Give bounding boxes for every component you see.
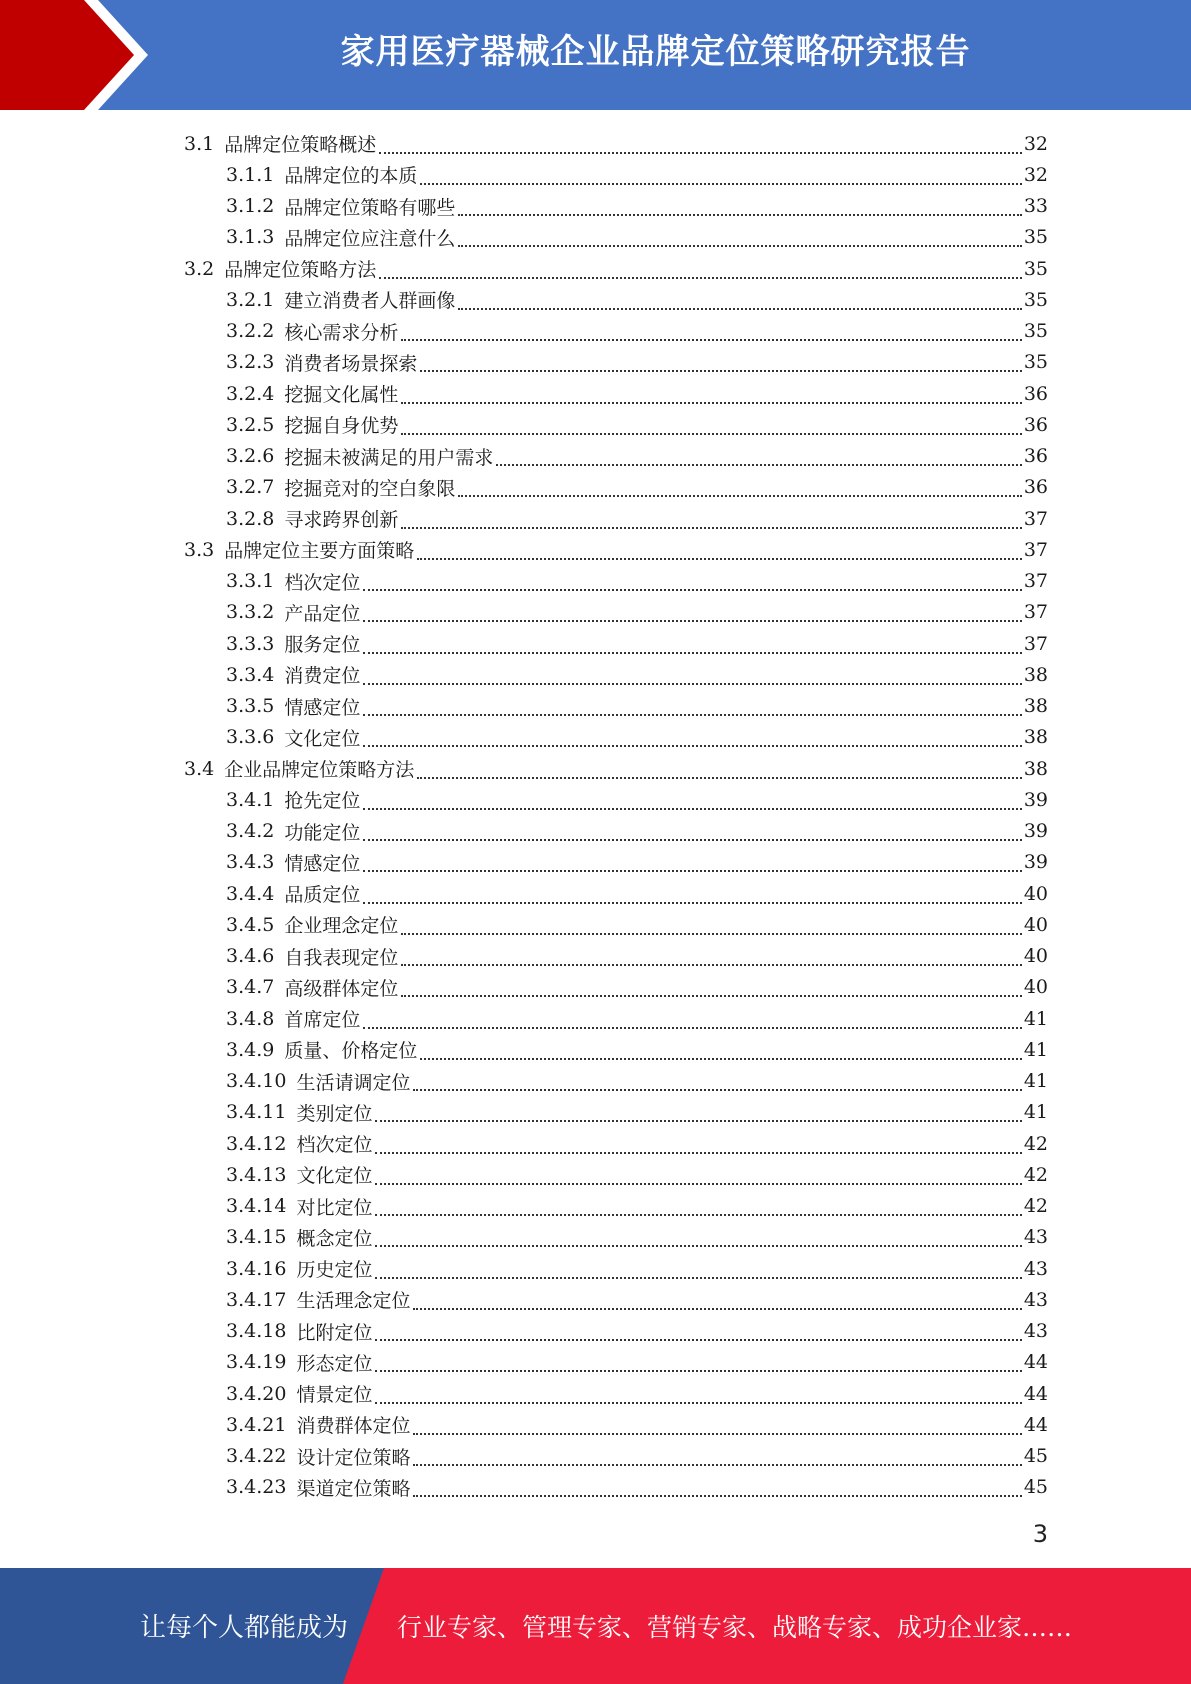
toc-dot-leader	[401, 325, 1021, 341]
toc-entry-page: 42	[1023, 1163, 1048, 1186]
toc-entry-title: 高级群体定位	[284, 977, 399, 1000]
toc-subsection-entry[interactable]	[0, 816, 1191, 847]
toc-entry-number: 3.4.1	[226, 788, 275, 811]
footer-slogan-left: 让每个人都能成为	[140, 1613, 349, 1643]
toc-dot-leader	[420, 1044, 1021, 1060]
toc-entry-page: 38	[1023, 726, 1048, 749]
toc-dot-leader	[375, 1263, 1021, 1279]
toc-dot-leader	[420, 356, 1021, 372]
toc-dot-leader	[417, 544, 1022, 560]
toc-dot-leader	[375, 1138, 1021, 1154]
toc-dot-leader	[375, 1388, 1021, 1404]
toc-dot-leader	[496, 450, 1021, 466]
toc-entry-number: 3.4.22	[226, 1445, 287, 1468]
toc-subsection-entry[interactable]	[0, 1003, 1191, 1034]
toc-entry-number: 3.1.3	[226, 226, 275, 249]
toc-dot-leader	[401, 919, 1021, 935]
toc-entry-page: 43	[1023, 1288, 1048, 1311]
toc-subsection-entry[interactable]	[0, 378, 1191, 409]
toc-subsection-entry[interactable]	[0, 1378, 1191, 1409]
toc-entry-title: 挖掘文化属性	[284, 384, 399, 407]
toc-dot-leader	[363, 700, 1021, 716]
toc-subsection-entry[interactable]	[0, 191, 1191, 222]
toc-entry-page: 37	[1023, 507, 1048, 530]
table-of-contents	[0, 128, 1191, 1503]
toc-entry-number: 3.3.2	[226, 601, 275, 624]
toc-dot-leader	[363, 606, 1021, 622]
toc-entry-number: 3.1.2	[226, 195, 275, 218]
toc-entry-title: 质量、价格定位	[284, 1040, 418, 1063]
toc-entry-page: 44	[1023, 1413, 1048, 1436]
toc-entry-title: 自我表现定位	[284, 946, 399, 969]
toc-entry-number: 3.4.8	[226, 1007, 275, 1030]
toc-subsection-entry[interactable]	[0, 503, 1191, 534]
toc-entry-title: 品牌定位策略方法	[224, 259, 377, 282]
toc-entry-number: 3.3.1	[226, 570, 275, 593]
toc-entry-page: 36	[1023, 476, 1048, 499]
toc-entry-number: 3.2.6	[226, 445, 275, 468]
toc-entry-title: 功能定位	[284, 821, 361, 844]
toc-entry-page: 45	[1023, 1476, 1048, 1499]
toc-subsection-entry[interactable]	[0, 941, 1191, 972]
toc-entry-page: 42	[1023, 1132, 1048, 1155]
toc-entry-number: 3.4.23	[226, 1476, 287, 1499]
toc-entry-number: 3.4.4	[226, 882, 275, 905]
toc-dot-leader	[417, 763, 1022, 779]
toc-entry-page: 45	[1023, 1445, 1048, 1468]
toc-dot-leader	[458, 481, 1021, 497]
toc-entry-number: 3.4.6	[226, 945, 275, 968]
toc-entry-title: 设计定位策略	[296, 1446, 411, 1469]
toc-dot-leader	[413, 1481, 1021, 1497]
footer-slogan-right: 行业专家、管理专家、营销专家、战略专家、成功企业家……	[397, 1613, 1073, 1642]
toc-entry-title: 消费定位	[284, 665, 361, 688]
toc-dot-leader	[375, 1356, 1021, 1372]
toc-dot-leader	[379, 138, 1022, 154]
toc-entry-number: 3.2.1	[226, 288, 275, 311]
toc-entry-title: 挖掘未被满足的用户需求	[284, 446, 494, 469]
toc-entry-number: 3.4.9	[226, 1038, 275, 1061]
toc-dot-leader	[363, 669, 1021, 685]
toc-subsection-entry[interactable]	[0, 691, 1191, 722]
toc-entry-title: 生活理念定位	[296, 1290, 411, 1313]
toc-subsection-entry[interactable]	[0, 222, 1191, 253]
toc-entry-number: 3.4.18	[226, 1320, 287, 1343]
toc-entry-number: 3.3.6	[226, 726, 275, 749]
toc-entry-number: 3.4.19	[226, 1351, 287, 1374]
toc-dot-leader	[401, 419, 1021, 435]
toc-entry-title: 比附定位	[296, 1321, 373, 1344]
toc-entry-title: 挖掘竞对的空白象限	[284, 477, 456, 500]
toc-entry-title: 文化定位	[284, 727, 361, 750]
toc-dot-leader	[363, 575, 1021, 591]
page-number: 3	[1032, 1520, 1048, 1548]
toc-entry-title: 首席定位	[284, 1009, 361, 1032]
toc-dot-leader	[375, 1200, 1021, 1216]
toc-entry-page: 43	[1023, 1257, 1048, 1280]
toc-entry-page: 44	[1023, 1382, 1048, 1405]
toc-dot-leader	[375, 1325, 1021, 1341]
toc-entry-page: 32	[1023, 132, 1048, 155]
toc-entry-title: 品牌定位策略有哪些	[284, 196, 456, 219]
toc-entry-page: 35	[1023, 320, 1048, 343]
toc-entry-page: 39	[1023, 820, 1048, 843]
toc-dot-leader	[375, 1169, 1021, 1185]
toc-dot-leader	[363, 856, 1021, 872]
toc-entry-page: 42	[1023, 1195, 1048, 1218]
toc-dot-leader	[363, 638, 1021, 654]
toc-entry-title: 情感定位	[284, 696, 361, 719]
toc-subsection-entry[interactable]	[0, 597, 1191, 628]
toc-subsection-entry[interactable]	[0, 628, 1191, 659]
toc-subsection-entry[interactable]	[0, 316, 1191, 347]
toc-subsection-entry[interactable]	[0, 1253, 1191, 1284]
toc-entry-number: 3.4.2	[226, 820, 275, 843]
toc-entry-number: 3.4.12	[226, 1132, 287, 1155]
toc-dot-leader	[458, 200, 1021, 216]
toc-dot-leader	[413, 1294, 1021, 1310]
toc-subsection-entry[interactable]	[0, 347, 1191, 378]
toc-dot-leader	[363, 794, 1021, 810]
toc-section-entry[interactable]	[0, 128, 1191, 159]
toc-dot-leader	[401, 950, 1021, 966]
toc-dot-leader	[401, 388, 1021, 404]
toc-entry-number: 3.4.14	[226, 1195, 287, 1218]
toc-entry-page: 40	[1023, 882, 1048, 905]
toc-entry-number: 3.2.5	[226, 413, 275, 436]
toc-entry-title: 历史定位	[296, 1259, 373, 1282]
toc-subsection-entry[interactable]	[0, 1472, 1191, 1503]
toc-subsection-entry[interactable]	[0, 659, 1191, 690]
toc-entry-title: 档次定位	[284, 571, 361, 594]
toc-entry-number: 3.4.11	[226, 1101, 287, 1124]
toc-entry-number: 3.1.1	[226, 163, 275, 186]
toc-subsection-entry[interactable]	[0, 441, 1191, 472]
toc-subsection-entry[interactable]	[0, 1128, 1191, 1159]
toc-entry-number: 3.3	[184, 538, 215, 561]
header-arrow-decoration	[0, 0, 160, 110]
toc-subsection-entry[interactable]	[0, 784, 1191, 815]
toc-entry-title: 企业品牌定位策略方法	[224, 759, 415, 782]
toc-entry-number: 3.4.21	[226, 1413, 287, 1436]
toc-entry-number: 3.4.16	[226, 1257, 287, 1280]
toc-dot-leader	[413, 1075, 1021, 1091]
toc-entry-title: 品质定位	[284, 884, 361, 907]
toc-dot-leader	[375, 1231, 1021, 1247]
toc-entry-number: 3.4	[184, 757, 215, 780]
toc-dot-leader	[375, 1106, 1021, 1122]
toc-entry-page: 41	[1023, 1070, 1048, 1093]
toc-subsection-entry[interactable]	[0, 1316, 1191, 1347]
toc-entry-title: 渠道定位策略	[296, 1477, 411, 1500]
toc-entry-title: 档次定位	[296, 1134, 373, 1157]
toc-entry-number: 3.4.20	[226, 1382, 287, 1405]
toc-entry-page: 35	[1023, 226, 1048, 249]
toc-entry-title: 文化定位	[296, 1165, 373, 1188]
toc-entry-page: 40	[1023, 976, 1048, 999]
toc-entry-title: 类别定位	[296, 1102, 373, 1125]
toc-subsection-entry[interactable]	[0, 1284, 1191, 1315]
toc-dot-leader	[413, 1450, 1021, 1466]
toc-entry-number: 3.2	[184, 257, 215, 280]
toc-entry-page: 37	[1023, 601, 1048, 624]
toc-subsection-entry[interactable]	[0, 1222, 1191, 1253]
toc-dot-leader	[379, 263, 1022, 279]
toc-entry-title: 消费者场景探索	[284, 352, 418, 375]
toc-entry-title: 生活请调定位	[296, 1071, 411, 1094]
document-title: 家用医疗器械企业品牌定位策略研究报告	[340, 32, 971, 72]
toc-subsection-entry[interactable]	[0, 909, 1191, 940]
toc-dot-leader	[363, 825, 1021, 841]
toc-subsection-entry[interactable]	[0, 1441, 1191, 1472]
toc-subsection-entry[interactable]	[0, 1097, 1191, 1128]
toc-entry-title: 挖掘自身优势	[284, 415, 399, 438]
toc-entry-number: 3.3.4	[226, 663, 275, 686]
toc-entry-page: 41	[1023, 1038, 1048, 1061]
toc-entry-title: 对比定位	[296, 1196, 373, 1219]
toc-entry-number: 3.4.5	[226, 913, 275, 936]
toc-entry-number: 3.4.13	[226, 1163, 287, 1186]
toc-entry-page: 41	[1023, 1101, 1048, 1124]
toc-entry-page: 38	[1023, 663, 1048, 686]
toc-entry-number: 3.2.4	[226, 382, 275, 405]
toc-entry-number: 3.2.8	[226, 507, 275, 530]
toc-subsection-entry[interactable]	[0, 878, 1191, 909]
toc-entry-page: 43	[1023, 1226, 1048, 1249]
toc-entry-page: 41	[1023, 1007, 1048, 1030]
toc-subsection-entry[interactable]	[0, 1347, 1191, 1378]
toc-entry-page: 36	[1023, 445, 1048, 468]
toc-entry-page: 36	[1023, 382, 1048, 405]
toc-entry-number: 3.3.3	[226, 632, 275, 655]
toc-dot-leader	[363, 731, 1021, 747]
toc-subsection-entry[interactable]	[0, 1159, 1191, 1190]
toc-entry-title: 建立消费者人群画像	[284, 290, 456, 313]
toc-entry-title: 情景定位	[296, 1384, 373, 1407]
toc-entry-page: 37	[1023, 538, 1048, 561]
toc-entry-number: 3.2.7	[226, 476, 275, 499]
toc-dot-leader	[401, 981, 1021, 997]
toc-entry-page: 38	[1023, 695, 1048, 718]
toc-entry-title: 抢先定位	[284, 790, 361, 813]
toc-entry-page: 43	[1023, 1320, 1048, 1343]
toc-entry-page: 38	[1023, 757, 1048, 780]
page-header	[0, 0, 1191, 110]
toc-entry-title: 服务定位	[284, 634, 361, 657]
toc-dot-leader	[363, 888, 1021, 904]
toc-subsection-entry[interactable]	[0, 1034, 1191, 1065]
toc-subsection-entry[interactable]	[0, 472, 1191, 503]
toc-section-entry[interactable]	[0, 753, 1191, 784]
toc-subsection-entry[interactable]	[0, 284, 1191, 315]
toc-entry-page: 40	[1023, 945, 1048, 968]
toc-entry-page: 40	[1023, 913, 1048, 936]
toc-entry-page: 37	[1023, 632, 1048, 655]
toc-entry-title: 形态定位	[296, 1352, 373, 1375]
toc-dot-leader	[458, 231, 1021, 247]
toc-entry-page: 36	[1023, 413, 1048, 436]
toc-entry-title: 品牌定位应注意什么	[284, 227, 456, 250]
toc-entry-title: 品牌定位策略概述	[224, 134, 377, 157]
toc-subsection-entry[interactable]	[0, 722, 1191, 753]
toc-entry-number: 3.2.2	[226, 320, 275, 343]
toc-entry-title: 企业理念定位	[284, 915, 399, 938]
toc-entry-title: 产品定位	[284, 602, 361, 625]
toc-entry-page: 35	[1023, 288, 1048, 311]
toc-entry-number: 3.4.15	[226, 1226, 287, 1249]
toc-dot-leader	[401, 513, 1021, 529]
toc-entry-number: 3.2.3	[226, 351, 275, 374]
toc-subsection-entry[interactable]	[0, 1191, 1191, 1222]
toc-subsection-entry[interactable]	[0, 1409, 1191, 1440]
toc-section-entry[interactable]	[0, 253, 1191, 284]
toc-entry-page: 39	[1023, 851, 1048, 874]
toc-subsection-entry[interactable]	[0, 566, 1191, 597]
toc-entry-number: 3.3.5	[226, 695, 275, 718]
toc-entry-title: 核心需求分析	[284, 321, 399, 344]
toc-entry-title: 消费群体定位	[296, 1415, 411, 1438]
toc-entry-title: 寻求跨界创新	[284, 509, 399, 532]
toc-dot-leader	[413, 1419, 1021, 1435]
toc-entry-title: 品牌定位的本质	[284, 165, 418, 188]
toc-entry-page: 33	[1023, 195, 1048, 218]
page-footer	[0, 1568, 1191, 1684]
toc-subsection-entry[interactable]	[0, 847, 1191, 878]
toc-entry-title: 情感定位	[284, 852, 361, 875]
toc-entry-number: 3.1	[184, 132, 215, 155]
toc-entry-page: 35	[1023, 257, 1048, 280]
toc-subsection-entry[interactable]	[0, 972, 1191, 1003]
toc-subsection-entry[interactable]	[0, 409, 1191, 440]
toc-section-entry[interactable]	[0, 534, 1191, 565]
toc-entry-number: 3.4.17	[226, 1288, 287, 1311]
toc-entry-title: 品牌定位主要方面策略	[224, 540, 415, 563]
toc-entry-page: 35	[1023, 351, 1048, 374]
toc-entry-number: 3.4.10	[226, 1070, 287, 1093]
toc-entry-number: 3.4.7	[226, 976, 275, 999]
toc-entry-page: 32	[1023, 163, 1048, 186]
toc-dot-leader	[420, 169, 1021, 185]
toc-entry-page: 37	[1023, 570, 1048, 593]
toc-dot-leader	[363, 1013, 1021, 1029]
toc-subsection-entry[interactable]	[0, 1066, 1191, 1097]
toc-dot-leader	[458, 294, 1021, 310]
toc-entry-number: 3.4.3	[226, 851, 275, 874]
toc-entry-page: 44	[1023, 1351, 1048, 1374]
toc-entry-title: 概念定位	[296, 1227, 373, 1250]
toc-entry-page: 39	[1023, 788, 1048, 811]
toc-subsection-entry[interactable]	[0, 159, 1191, 190]
